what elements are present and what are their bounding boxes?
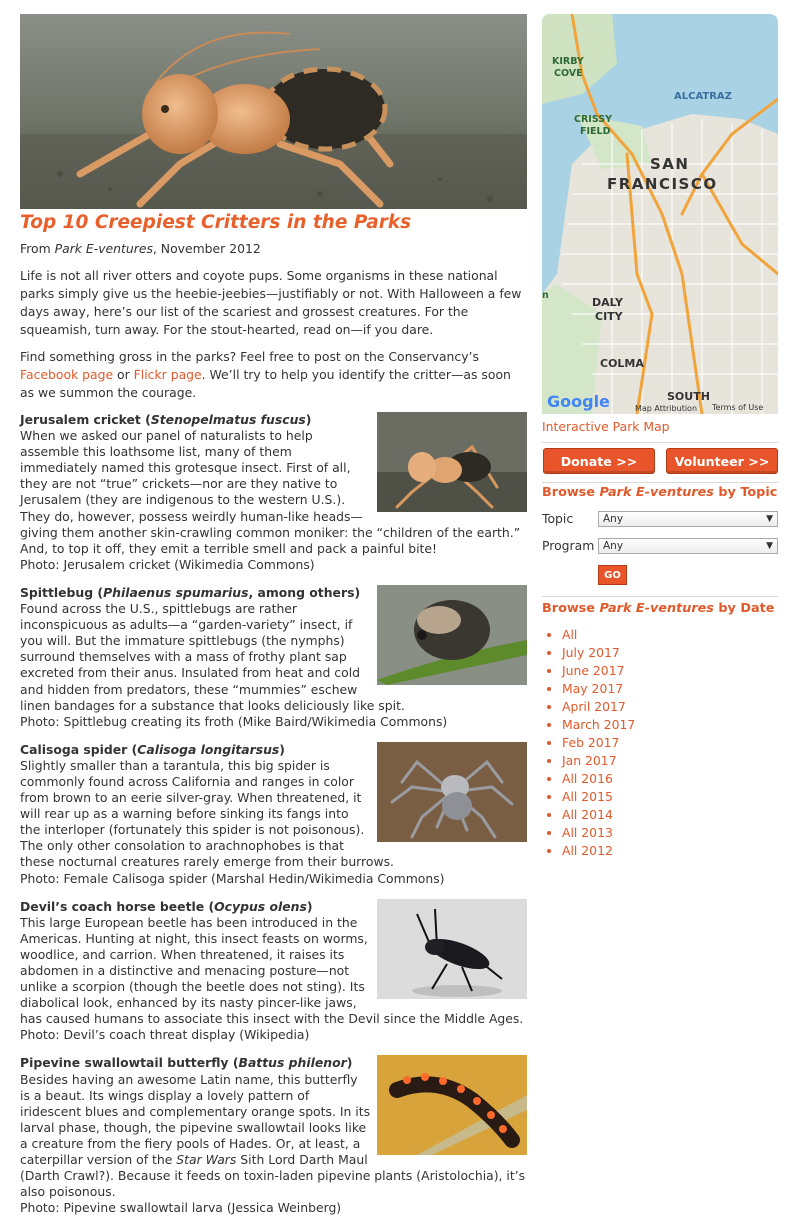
map-label-field: FIELD — [580, 126, 611, 137]
list-item — [562, 698, 635, 716]
date-link-feb-2017[interactable]: Feb 2017 — [562, 735, 620, 750]
date-link-june-2017[interactable]: June 2017 — [562, 663, 625, 678]
pipevine-swallowtail-larva-photo — [377, 1055, 527, 1155]
critter-latin: Calisoga longitarsus — [137, 741, 280, 757]
sidebar — [542, 14, 778, 858]
donate-button[interactable]: Donate >> — [543, 448, 655, 474]
critter-jerusalem-cricket: Jerusalem cricket (Stenopelmatus fuscus) When we asked our panel of naturalists to help assemble this loathsome list, many of them immediately named this grotesque insect. First of all, they are not “true” crickets—nor are they native to Jerusalem (they are indigenous to the western U.S.). They do, however, possess weirdly human-like heads—giving them another skin-crawling common moniker: the “children of the earth.” And, to top it off, they emit a terrible smell and pack a painful bite! Photo: Jerusalem cricket (Wikimedia Commons) — [20, 412, 527, 573]
intro-paragraph: Life is not all river otters and coyote pups. Some organisms in these national parks simply give us the heebie-jeebies—justifiably or not. With Halloween a few days away, here’s our list of the scariest and grossest creatures. For the squeamish, turn away. For the stout-hearted, read on—if you dare. — [20, 268, 522, 337]
list-item — [562, 806, 635, 824]
critter-body-text: Slightly smaller than a tarantula, this big spider is commonly found across California and ranges in color from brown to an eerie silver-gray. When threatened, it will rear up as a warning before sinking its fangs into the interloper (fortunately this spider is not poisonous). The only other consolation to arachnophobes is that these nocturnal creatures rarely emerge from their burrows. — [20, 757, 394, 870]
critter-latin: Battus philenor — [238, 1055, 347, 1071]
jerusalem-cricket-photo — [377, 412, 527, 512]
facebook-link[interactable]: Facebook page — [20, 367, 114, 382]
date-link-jan-2017[interactable]: Jan 2017 — [562, 753, 617, 768]
critter-body-text-b: Sith Lord Darth Maul (Darth Crawl?). Because it feeds on toxin-laden pipevine plants (Aristolochia), it’s also poisonous. — [20, 1152, 526, 1200]
photo-credit: Photo: Jerusalem cricket (Wikimedia Commons) — [20, 556, 315, 572]
divider — [542, 442, 778, 443]
map-label-crissy: CRISSY — [574, 114, 612, 125]
dropdown-arrow-icon: ▼ — [766, 514, 773, 524]
map-label-n: n — [542, 290, 549, 301]
article — [20, 14, 527, 1216]
map-label-south: SOUTH — [667, 390, 710, 403]
topic-select-value: Any — [603, 513, 624, 525]
list-item — [562, 752, 635, 770]
critter-body-emphasis: Star Wars — [176, 1152, 237, 1168]
list-item — [562, 680, 635, 698]
date-link-all-2013[interactable]: All 2013 — [562, 825, 613, 840]
go-button[interactable]: GO — [598, 565, 627, 585]
interactive-park-map-link[interactable]: Interactive Park Map — [542, 419, 670, 434]
topic-label: Topic — [542, 511, 574, 526]
heading-text-b: by Date — [713, 601, 775, 616]
date-link-may-2017[interactable]: May 2017 — [562, 681, 624, 696]
spittlebug-photo — [377, 585, 527, 685]
google-logo: Google — [547, 392, 610, 411]
date-link-march-2017[interactable]: March 2017 — [562, 717, 636, 732]
date-link-all-2012[interactable]: All 2012 — [562, 843, 613, 858]
critter-pipevine-swallowtail: Pipevine swallowtail butterfly (Battus philenor) Besides having an awesome Latin name, this butterfly is a beaut. Its wings display a lovely pattern of iridescent blues and complementary orange spots. In its larval phase, though, the pipevine swallowtail looks like a creature from the fiery pools of Hades. Or, at least, a caterpillar version of the Star Wars Sith Lord Darth Maul (Darth Crawl?). Because it feeds on toxin-laden pipevine plants (Aristolochia), it’s also poisonous. Photo: Pipevine swallowtail larva (Jessica Weinberg) — [20, 1055, 526, 1216]
browse-by-date-heading — [542, 601, 774, 616]
prompt-text-b: . We’ll try to help you identify the critter—as soon as we summon the courage. — [20, 367, 511, 400]
critter-name: Pipevine swallowtail butterfly — [20, 1055, 229, 1071]
heading-text-b: by Topic — [713, 485, 778, 500]
byline-date: , November 2012 — [152, 241, 261, 256]
map-label-kirby: KIRBY — [552, 56, 584, 67]
devils-coach-horse-beetle-photo — [377, 899, 527, 999]
list-item — [562, 716, 635, 734]
prompt-text-or: or — [113, 367, 134, 382]
map-label-daly: DALY — [592, 296, 623, 309]
photo-credit: Photo: Spittlebug creating its froth (Mike Baird/Wikimedia Commons) — [20, 713, 448, 729]
prompt-text-a: Find something gross in the parks? Feel free to post on the Conservancy’s — [20, 349, 479, 364]
browse-by-topic-heading — [542, 485, 777, 500]
critter-devils-coach-horse-beetle: Devil’s coach horse beetle (Ocypus olens) This large European beetle has been introduced in the Americas. Hunting at night, this insect feasts on worms, woodlice, and carrion. When threatened, it raises its abdomen in a distinctive and menacing posture—not unlike a scorpion (though the beetle does not sting). Its diabolical look, enhanced by its nasty pincer-like jaws, has caused humans to associate this insect with the Devil since the Middle Ages. Photo: Devil’s coach threat display (Wikipedia) — [20, 899, 527, 1044]
date-link-april-2017[interactable]: April 2017 — [562, 699, 626, 714]
map-label-city: CITY — [595, 310, 623, 323]
critter-body-text: This large European beetle has been introduced in the Americas. Hunting at night, this insect feasts on worms, woodlice, and carrion. When threatened, it raises its abdomen in a distinctive and menacing posture—not unlike a scorpion (though the beetle does not sting). Its diabolical look, enhanced by its nasty pincer-like jaws, has caused humans to associate this insect with the Devil since the Middle Ages. — [20, 914, 524, 1027]
map-label-colma: COLMA — [600, 357, 644, 370]
date-link-all-2014[interactable]: All 2014 — [562, 807, 613, 822]
date-link-all-2016[interactable]: All 2016 — [562, 771, 613, 786]
byline — [20, 240, 527, 258]
list-item — [562, 734, 635, 752]
critter-body-text: Found across the U.S., spittlebugs are rather inconspicuous as adults—a “garden-variety” insect, if you will. But the immature spittlebugs (the nymphs) surround themselves with a mass of frothy plant sap excreted from their anus. Insulated from heat and cold and hidden from predators, these “mummies” eschew linen bandages for a substance that looks deliciously like spit. — [20, 601, 405, 713]
topic-select[interactable] — [598, 511, 778, 527]
date-link-all-2015[interactable]: All 2015 — [562, 789, 613, 804]
calisoga-spider-photo — [377, 742, 527, 842]
critter-calisoga-spider: Calisoga spider (Calisoga longitarsus) Slightly smaller than a tarantula, this big spider is commonly found across California and ranges in color from brown to an eerie silver-gray. When threatened, it will rear up as a warning before sinking its fangs into the interloper (fortunately this spider is not poisonous). The only other consolation to arachnophobes is that these nocturnal creatures rarely emerge from their burrows. Photo: Female Calisoga spider (Marshal Hedin/Wikimedia Commons) — [20, 742, 527, 887]
map-label-francisco: FRANCISCO — [607, 175, 718, 193]
critter-latin: Stenopelmatus fuscus — [150, 412, 306, 427]
date-link-july-2017[interactable]: July 2017 — [562, 645, 620, 660]
prompt-paragraph — [20, 348, 527, 402]
article-title: Top 10 Creepiest Critters in the Parks — [20, 212, 412, 233]
critter-spittlebug: Spittlebug (Philaenus spumarius, among others) Found across the U.S., spittlebugs are rather inconspicuous as adults—a “garden-variety” insect, if you will. But the immature spittlebugs (the nymphs) surround themselves with a mass of frothy plant sap excreted from their anus. Insulated from heat and cold and hidden from predators, these “mummies” eschew linen bandages for a substance that looks deliciously like spit. Photo: Spittlebug creating its froth (Mike Baird/Wikimedia Commons) — [20, 585, 527, 730]
list-item — [562, 842, 635, 860]
divider — [542, 482, 778, 483]
hero-cricket-photo — [20, 14, 527, 209]
list-item — [562, 626, 635, 644]
heading-text-a: Browse — [542, 485, 600, 500]
program-select-value: Any — [603, 540, 624, 552]
map-terms-of-use: Terms of Use — [712, 403, 764, 412]
critter-name: Spittlebug — [20, 584, 94, 600]
program-select[interactable] — [598, 538, 778, 554]
photo-credit: Photo: Pipevine swallowtail larva (Jessica Weinberg) — [20, 1200, 342, 1216]
divider — [542, 596, 778, 597]
list-item — [562, 662, 635, 680]
dropdown-arrow-icon: ▼ — [766, 541, 773, 551]
critter-body-text-a: Besides having an awesome Latin name, this butterfly is a beaut. Its wings display a lovely pattern of iridescent blues and complementary orange spots. In its larval phase, though, the pipevine swallowtail looks like a creature from the fiery pools of Hades. Or, at least, a caterpillar version of the — [20, 1071, 371, 1168]
list-item — [562, 788, 635, 806]
critter-body-text: When we asked our panel of naturalists to help assemble this loathsome list, many of them immediately named this grotesque insect. First of all, they are not “true” crickets—nor are they native to Jerusalem (they are indigenous to the western U.S.). They do, however, possess weirdly human-like heads—giving them another skin-crawling common moniker: the “children of the earth.” And, to top it off, they emit a terrible smell and pack a painful bite! — [20, 428, 521, 556]
list-item — [562, 770, 635, 788]
critter-latin: Ocypus olens — [214, 898, 307, 914]
flickr-link[interactable]: Flickr page — [133, 367, 202, 382]
photo-credit: Photo: Devil’s coach threat display (Wikipedia) — [20, 1027, 310, 1043]
heading-publication: Park E-ventures — [599, 485, 714, 500]
critter-latin-suffix: , among others — [248, 584, 355, 600]
date-link-all[interactable]: All — [562, 627, 578, 642]
byline-prefix: From — [20, 241, 55, 256]
list-item — [562, 824, 635, 842]
map-label-alcatraz: ALCATRAZ — [674, 91, 732, 102]
date-list — [542, 626, 635, 860]
list-item — [562, 644, 635, 662]
critter-name: Jerusalem cricket — [20, 412, 141, 427]
heading-text-a: Browse — [542, 601, 600, 616]
map-label-cove: COVE — [554, 68, 583, 79]
map-image[interactable] — [542, 14, 778, 414]
photo-credit: Photo: Female Calisoga spider (Marshal Hedin/Wikimedia Commons) — [20, 870, 445, 886]
map-label-san: SAN — [650, 155, 690, 173]
critter-name: Devil’s coach horse beetle — [20, 898, 205, 914]
critter-latin: Philaenus spumarius — [103, 584, 249, 600]
volunteer-button[interactable]: Volunteer >> — [666, 448, 778, 474]
byline-publication: Park E-ventures — [54, 241, 153, 256]
critter-name: Calisoga spider — [20, 741, 128, 757]
heading-publication: Park E-ventures — [599, 601, 714, 616]
map-attribution: Map Attribution — [635, 404, 698, 413]
program-label: Program — [542, 538, 595, 553]
